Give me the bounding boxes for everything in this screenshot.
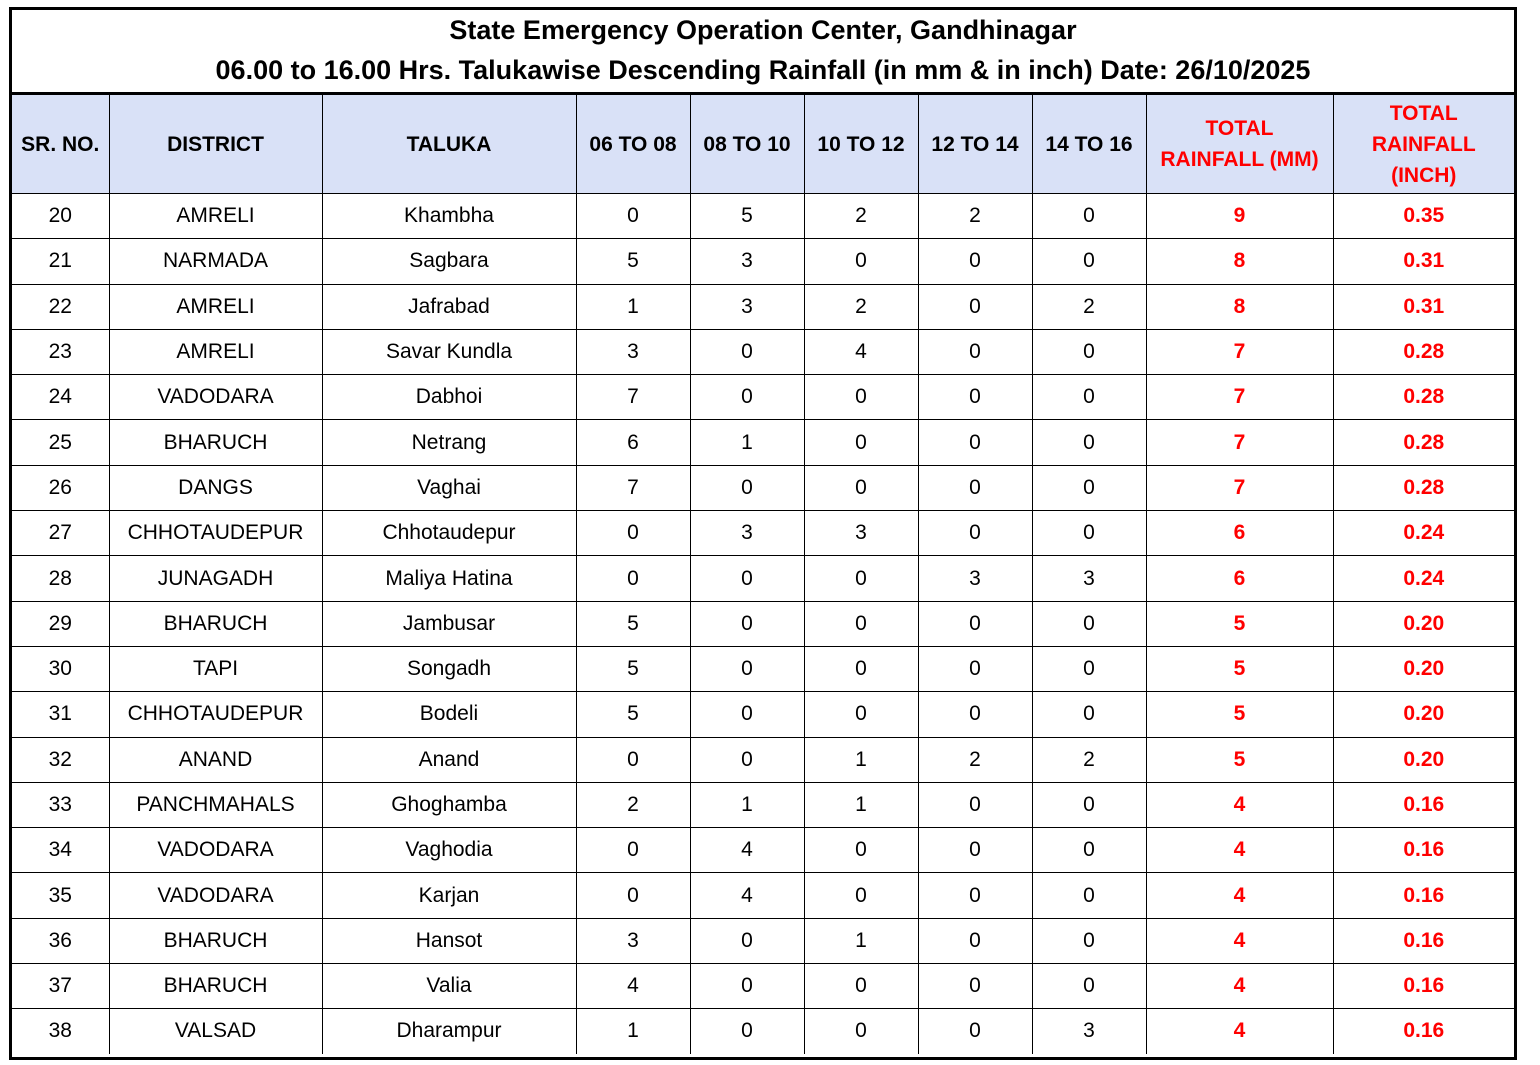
table-row (12, 964, 1514, 1009)
cell-06-to-08: 7 (576, 375, 690, 420)
cell-district: CHHOTAUDEPUR (109, 692, 322, 737)
cell-12-to-14: 0 (918, 782, 1032, 827)
cell-06-to-08: 1 (576, 1009, 690, 1054)
cell-12-to-14: 2 (918, 194, 1032, 239)
cell-14-to-16: 0 (1032, 194, 1146, 239)
cell-12-to-14: 0 (918, 873, 1032, 918)
cell-14-to-16: 0 (1032, 782, 1146, 827)
cell-total-mm: 8 (1146, 284, 1333, 329)
cell-06-to-08: 1 (576, 284, 690, 329)
table-row (12, 511, 1514, 556)
cell-12-to-14: 0 (918, 511, 1032, 556)
cell-14-to-16: 3 (1032, 556, 1146, 601)
cell-district: AMRELI (109, 194, 322, 239)
cell-10-to-12: 0 (804, 465, 918, 510)
table-row (12, 239, 1514, 284)
cell-12-to-14: 0 (918, 601, 1032, 646)
cell-10-to-12: 0 (804, 964, 918, 1009)
cell-12-to-14: 0 (918, 375, 1032, 420)
cell-08-to-10: 4 (690, 828, 804, 873)
cell-08-to-10: 0 (690, 646, 804, 691)
cell-taluka: Khambha (322, 194, 576, 239)
cell-12-to-14: 0 (918, 692, 1032, 737)
cell-total-inch: 0.31 (1333, 239, 1514, 284)
cell-06-to-08: 3 (576, 329, 690, 374)
cell-14-to-16: 0 (1032, 465, 1146, 510)
cell-total-inch: 0.20 (1333, 737, 1514, 782)
cell-taluka: Jambusar (322, 601, 576, 646)
cell-total-inch: 0.16 (1333, 918, 1514, 963)
rainfall-report-sheet (9, 7, 1517, 1060)
table-row (12, 284, 1514, 329)
cell-06-to-08: 3 (576, 918, 690, 963)
cell-sr-no: 35 (12, 873, 109, 918)
col-header-district: DISTRICT (109, 95, 322, 194)
cell-08-to-10: 3 (690, 511, 804, 556)
cell-total-inch: 0.16 (1333, 964, 1514, 1009)
cell-14-to-16: 0 (1032, 420, 1146, 465)
col-header-14-to-16: 14 TO 16 (1032, 95, 1146, 194)
cell-14-to-16: 0 (1032, 601, 1146, 646)
cell-08-to-10: 4 (690, 873, 804, 918)
cell-total-mm: 5 (1146, 646, 1333, 691)
cell-district: ANAND (109, 737, 322, 782)
cell-06-to-08: 0 (576, 737, 690, 782)
cell-10-to-12: 2 (804, 194, 918, 239)
cell-12-to-14: 0 (918, 964, 1032, 1009)
cell-total-mm: 5 (1146, 601, 1333, 646)
cell-district: VALSAD (109, 1009, 322, 1054)
table-row (12, 465, 1514, 510)
cell-06-to-08: 7 (576, 465, 690, 510)
table-row (12, 873, 1514, 918)
cell-12-to-14: 3 (918, 556, 1032, 601)
cell-10-to-12: 0 (804, 239, 918, 284)
cell-sr-no: 34 (12, 828, 109, 873)
cell-14-to-16: 0 (1032, 329, 1146, 374)
cell-08-to-10: 1 (690, 420, 804, 465)
cell-08-to-10: 0 (690, 692, 804, 737)
cell-12-to-14: 0 (918, 465, 1032, 510)
cell-sr-no: 21 (12, 239, 109, 284)
report-title-block (12, 10, 1514, 94)
cell-total-mm: 6 (1146, 556, 1333, 601)
cell-district: CHHOTAUDEPUR (109, 511, 322, 556)
cell-06-to-08: 6 (576, 420, 690, 465)
col-header-total-mm-line2: RAINFALL (MM) (1160, 148, 1319, 171)
cell-10-to-12: 1 (804, 737, 918, 782)
cell-12-to-14: 0 (918, 329, 1032, 374)
cell-sr-no: 31 (12, 692, 109, 737)
cell-14-to-16: 0 (1032, 646, 1146, 691)
cell-08-to-10: 3 (690, 284, 804, 329)
cell-total-mm: 4 (1146, 828, 1333, 873)
col-header-total-inch (1333, 95, 1514, 194)
col-header-taluka: TALUKA (322, 95, 576, 194)
cell-total-mm: 4 (1146, 1009, 1333, 1054)
cell-10-to-12: 0 (804, 828, 918, 873)
cell-total-inch: 0.16 (1333, 1009, 1514, 1054)
cell-06-to-08: 0 (576, 556, 690, 601)
cell-14-to-16: 2 (1032, 284, 1146, 329)
cell-12-to-14: 0 (918, 239, 1032, 284)
cell-08-to-10: 0 (690, 601, 804, 646)
cell-sr-no: 29 (12, 601, 109, 646)
cell-total-inch: 0.16 (1333, 782, 1514, 827)
cell-taluka: Ghoghamba (322, 782, 576, 827)
cell-total-mm: 7 (1146, 420, 1333, 465)
cell-10-to-12: 2 (804, 284, 918, 329)
cell-08-to-10: 0 (690, 375, 804, 420)
cell-12-to-14: 0 (918, 918, 1032, 963)
cell-12-to-14: 0 (918, 284, 1032, 329)
cell-10-to-12: 0 (804, 646, 918, 691)
cell-total-inch: 0.28 (1333, 329, 1514, 374)
cell-district: DANGS (109, 465, 322, 510)
cell-total-inch: 0.16 (1333, 828, 1514, 873)
cell-total-mm: 7 (1146, 329, 1333, 374)
cell-total-mm: 8 (1146, 239, 1333, 284)
cell-district: BHARUCH (109, 601, 322, 646)
cell-total-mm: 5 (1146, 737, 1333, 782)
cell-sr-no: 32 (12, 737, 109, 782)
col-header-10-to-12: 10 TO 12 (804, 95, 918, 194)
cell-06-to-08: 0 (576, 511, 690, 556)
cell-sr-no: 25 (12, 420, 109, 465)
cell-06-to-08: 0 (576, 194, 690, 239)
table-row (12, 375, 1514, 420)
cell-sr-no: 33 (12, 782, 109, 827)
cell-district: AMRELI (109, 329, 322, 374)
table-row (12, 601, 1514, 646)
cell-total-mm: 7 (1146, 465, 1333, 510)
cell-12-to-14: 0 (918, 1009, 1032, 1054)
cell-taluka: Maliya Hatina (322, 556, 576, 601)
cell-06-to-08: 0 (576, 873, 690, 918)
table-row (12, 828, 1514, 873)
rainfall-table (12, 94, 1514, 1054)
cell-district: VADODARA (109, 873, 322, 918)
table-row (12, 646, 1514, 691)
cell-total-inch: 0.20 (1333, 692, 1514, 737)
cell-total-inch: 0.24 (1333, 511, 1514, 556)
cell-06-to-08: 2 (576, 782, 690, 827)
col-header-total-inch-line1: TOTAL (1389, 101, 1458, 125)
col-header-total-mm-line1: TOTAL (1205, 117, 1274, 140)
cell-10-to-12: 0 (804, 375, 918, 420)
cell-14-to-16: 0 (1032, 692, 1146, 737)
table-body (12, 194, 1514, 1054)
cell-14-to-16: 0 (1032, 828, 1146, 873)
cell-district: JUNAGADH (109, 556, 322, 601)
cell-14-to-16: 0 (1032, 964, 1146, 1009)
cell-08-to-10: 0 (690, 918, 804, 963)
col-header-total-inch-line3: (INCH) (1391, 163, 1457, 187)
cell-sr-no: 24 (12, 375, 109, 420)
cell-sr-no: 30 (12, 646, 109, 691)
cell-total-mm: 4 (1146, 782, 1333, 827)
cell-taluka: Dharampur (322, 1009, 576, 1054)
cell-sr-no: 22 (12, 284, 109, 329)
cell-14-to-16: 0 (1032, 873, 1146, 918)
table-row (12, 420, 1514, 465)
cell-district: BHARUCH (109, 918, 322, 963)
cell-total-inch: 0.35 (1333, 194, 1514, 239)
col-header-total-inch-line2: RAINFALL (1371, 132, 1476, 156)
cell-total-mm: 4 (1146, 918, 1333, 963)
cell-taluka: Chhotaudepur (322, 511, 576, 556)
cell-12-to-14: 0 (918, 828, 1032, 873)
cell-08-to-10: 1 (690, 782, 804, 827)
cell-total-inch: 0.24 (1333, 556, 1514, 601)
cell-sr-no: 37 (12, 964, 109, 1009)
table-row (12, 737, 1514, 782)
cell-total-inch: 0.31 (1333, 284, 1514, 329)
cell-08-to-10: 0 (690, 465, 804, 510)
cell-taluka: Songadh (322, 646, 576, 691)
cell-08-to-10: 0 (690, 737, 804, 782)
cell-total-inch: 0.20 (1333, 601, 1514, 646)
cell-10-to-12: 0 (804, 692, 918, 737)
report-subtitle: 06.00 to 16.00 Hrs. Talukawise Descending Rainfall (in mm & in inch) Date: 26/10/2025 (215, 55, 1311, 85)
cell-sr-no: 28 (12, 556, 109, 601)
cell-taluka: Anand (322, 737, 576, 782)
cell-12-to-14: 2 (918, 737, 1032, 782)
cell-sr-no: 26 (12, 465, 109, 510)
cell-08-to-10: 3 (690, 239, 804, 284)
cell-taluka: Valia (322, 964, 576, 1009)
cell-06-to-08: 5 (576, 692, 690, 737)
cell-total-mm: 9 (1146, 194, 1333, 239)
cell-10-to-12: 4 (804, 329, 918, 374)
cell-total-mm: 4 (1146, 873, 1333, 918)
cell-taluka: Jafrabad (322, 284, 576, 329)
cell-total-mm: 4 (1146, 964, 1333, 1009)
cell-10-to-12: 0 (804, 420, 918, 465)
cell-taluka: Bodeli (322, 692, 576, 737)
cell-12-to-14: 0 (918, 646, 1032, 691)
cell-district: BHARUCH (109, 964, 322, 1009)
cell-district: NARMADA (109, 239, 322, 284)
cell-taluka: Vaghodia (322, 828, 576, 873)
cell-10-to-12: 1 (804, 918, 918, 963)
cell-14-to-16: 2 (1032, 737, 1146, 782)
table-row (12, 556, 1514, 601)
col-header-08-to-10: 08 TO 10 (690, 95, 804, 194)
cell-06-to-08: 5 (576, 646, 690, 691)
table-row (12, 782, 1514, 827)
cell-sr-no: 20 (12, 194, 109, 239)
cell-10-to-12: 0 (804, 556, 918, 601)
cell-taluka: Karjan (322, 873, 576, 918)
cell-total-inch: 0.28 (1333, 420, 1514, 465)
cell-district: BHARUCH (109, 420, 322, 465)
cell-08-to-10: 0 (690, 329, 804, 374)
table-row (12, 329, 1514, 374)
cell-06-to-08: 5 (576, 239, 690, 284)
cell-14-to-16: 0 (1032, 918, 1146, 963)
cell-06-to-08: 5 (576, 601, 690, 646)
col-header-total-mm (1146, 95, 1333, 194)
col-header-12-to-14: 12 TO 14 (918, 95, 1032, 194)
cell-taluka: Savar Kundla (322, 329, 576, 374)
cell-08-to-10: 0 (690, 1009, 804, 1054)
cell-total-mm: 7 (1146, 375, 1333, 420)
cell-08-to-10: 5 (690, 194, 804, 239)
cell-sr-no: 36 (12, 918, 109, 963)
cell-district: TAPI (109, 646, 322, 691)
cell-sr-no: 27 (12, 511, 109, 556)
cell-total-inch: 0.16 (1333, 873, 1514, 918)
cell-taluka: Vaghai (322, 465, 576, 510)
cell-district: PANCHMAHALS (109, 782, 322, 827)
cell-06-to-08: 4 (576, 964, 690, 1009)
cell-14-to-16: 3 (1032, 1009, 1146, 1054)
table-row (12, 692, 1514, 737)
cell-taluka: Netrang (322, 420, 576, 465)
cell-10-to-12: 0 (804, 601, 918, 646)
cell-total-inch: 0.28 (1333, 465, 1514, 510)
table-row (12, 1009, 1514, 1054)
table-header (12, 95, 1514, 194)
cell-total-inch: 0.28 (1333, 375, 1514, 420)
report-title: State Emergency Operation Center, Gandhinagar (449, 15, 1077, 45)
cell-10-to-12: 0 (804, 873, 918, 918)
col-header-sr-no: SR. NO. (12, 95, 109, 194)
cell-12-to-14: 0 (918, 420, 1032, 465)
cell-08-to-10: 0 (690, 556, 804, 601)
cell-14-to-16: 0 (1032, 239, 1146, 284)
cell-10-to-12: 1 (804, 782, 918, 827)
cell-district: VADODARA (109, 828, 322, 873)
header-row (12, 95, 1514, 194)
cell-10-to-12: 0 (804, 1009, 918, 1054)
cell-08-to-10: 0 (690, 964, 804, 1009)
cell-total-mm: 6 (1146, 511, 1333, 556)
cell-14-to-16: 0 (1032, 375, 1146, 420)
cell-total-inch: 0.20 (1333, 646, 1514, 691)
cell-total-mm: 5 (1146, 692, 1333, 737)
cell-06-to-08: 0 (576, 828, 690, 873)
cell-district: VADODARA (109, 375, 322, 420)
col-header-06-to-08: 06 TO 08 (576, 95, 690, 194)
cell-10-to-12: 3 (804, 511, 918, 556)
table-row (12, 918, 1514, 963)
cell-taluka: Dabhoi (322, 375, 576, 420)
cell-sr-no: 38 (12, 1009, 109, 1054)
cell-taluka: Sagbara (322, 239, 576, 284)
cell-sr-no: 23 (12, 329, 109, 374)
cell-taluka: Hansot (322, 918, 576, 963)
cell-14-to-16: 0 (1032, 511, 1146, 556)
cell-district: AMRELI (109, 284, 322, 329)
table-row (12, 194, 1514, 239)
